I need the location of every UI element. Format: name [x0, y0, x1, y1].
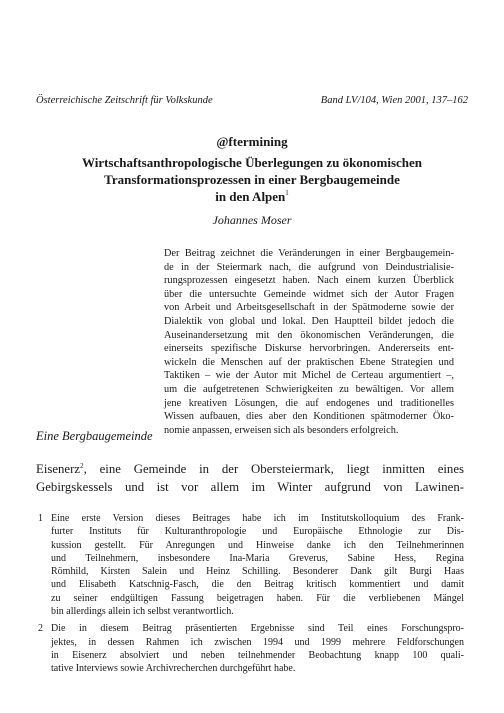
abstract-line: Der Beitrag zeichnet die Veränderungen in einer Bergbaugemein- [164, 248, 454, 259]
footnote-line: Eine erste Version dieses Beitrages habe ich im Institutskolloquium des Frank- [51, 513, 464, 524]
abstract-line: einerseits spezifische Diskurse hervorbringen. Andererseits ent- [164, 343, 454, 355]
subtitle-line: Wirtschaftsanthropologische Überlegungen zu ökonomischen [81, 155, 423, 170]
journal-name: Österreichische Zeitschrift für Volkskunde [36, 95, 213, 106]
footnote-line: Die in diesem Beitrag präsentierten Ergebnisse sind Teil eines Forschungspro- [51, 623, 464, 635]
footnote-line: jektes, in dessen Rahmen ich zwischen 1994 und 1999 mehrere Feldforschungen [51, 636, 464, 648]
abstract-line: de in der Steiermark nach, die aufgrund von Deindustrialisie- [164, 261, 454, 273]
footnote-line: in Eisenerz absolviert und neben teilnehmender Beobachtung knapp 100 quali- [51, 649, 464, 661]
author-name: Johannes Moser [212, 213, 292, 227]
footnote-marker: 1 [285, 189, 289, 197]
body-line: Gebirgskessels und ist vor allem im Winter aufgrund von Lawinen- [36, 479, 464, 494]
body-line [36, 461, 464, 479]
abstract-line: Taktiken – wie der Autor mit Michel de Certeau argumentiert –, [164, 370, 454, 382]
footnote-line: und Elisabeth Katschnig-Fasch, die den Beitrag kritisch kommentiert und damit [51, 579, 464, 591]
subtitle-line: Transformationsprozessen in einer Bergbaugemeinde [104, 172, 400, 187]
abstract-line: über die untersuchte Gemeinde widmet sich der Autor Fragen [164, 288, 454, 300]
abstract-line: von Arbeit und Arbeitsgesellschaft in der Spätmoderne sowie der [164, 302, 454, 314]
abstract-line: rungsprozessen eingesetzt haben. Nach einem kurzen Überblick [164, 275, 454, 287]
footnote [36, 512, 464, 618]
footnote-line: tative Interviews sowie Archivrecherchen durchgeführt habe. [51, 663, 296, 675]
abstract-line: Wissen aufbauen, dies aber den Konditionen spätmoderner Öko- [164, 411, 454, 423]
abstract [164, 247, 454, 437]
abstract-line: wickeln die Menschen auf der praktischen Ebene Strategien und [164, 356, 454, 368]
section-heading: Eine Bergbaugemeinde [36, 429, 153, 443]
abstract-line: Dialektik von global und lokal. Den Hauptteil bildet jedoch die [164, 315, 454, 327]
body-paragraph [36, 461, 464, 496]
footnote-number: 2 [38, 623, 43, 635]
article-subtitle [40, 154, 464, 205]
abstract-line: nomie anpassen, erweisen sich als besonders erfolgreich. [164, 424, 399, 436]
subtitle-line: in den Alpen [215, 189, 286, 204]
footnote [36, 622, 464, 675]
footnote-marker: 2 [80, 462, 84, 470]
abstract-line: Auseinandersetzung mit den ökonomischen Veränderungen, die [164, 329, 454, 341]
volume-info: Band LV/104, Wien 2001, 137–162 [320, 95, 468, 106]
running-head [36, 95, 468, 106]
footnote-line: kussion gestellt. Für Anregungen und Hinweise danke ich den Teilnehmerinnen [51, 539, 464, 551]
body-line-end: , eine Gemeinde in der Obersteiermark, liegt inmitten eines [83, 462, 464, 476]
footnote-line: bin allerdings allein ich selbst verantwortlich. [51, 606, 234, 618]
footnote-number: 1 [38, 513, 43, 524]
body-line-start: Eisenerz [36, 462, 81, 476]
footnote-line: und Teilnehmern, insbesondere Ina-Maria Greverus, Sabine Hess, Regina [51, 552, 464, 564]
abstract-line: jene kreativen Lösungen, die auf endogenes und traditionelles [164, 397, 454, 409]
article-title-block [40, 133, 464, 205]
footnotes [36, 512, 464, 680]
abstract-line: um die aufgetretenen Schwierigkeiten zu bewältigen. Vor allem [164, 383, 454, 395]
footnote-line: furter Instituts für Kulturanthropologie und Europäische Ethnologie zur Dis- [51, 526, 464, 538]
footnote-line: zu seiner endgültigen Fassung beigetragen haben. Für die verbliebenen Mängel [51, 592, 464, 604]
article-title: @ftermining [216, 134, 288, 149]
footnote-line: Römhild, Kirsten Salein und Heinz Schilling. Besonderer Dank gilt Burgi Haas [51, 566, 464, 578]
